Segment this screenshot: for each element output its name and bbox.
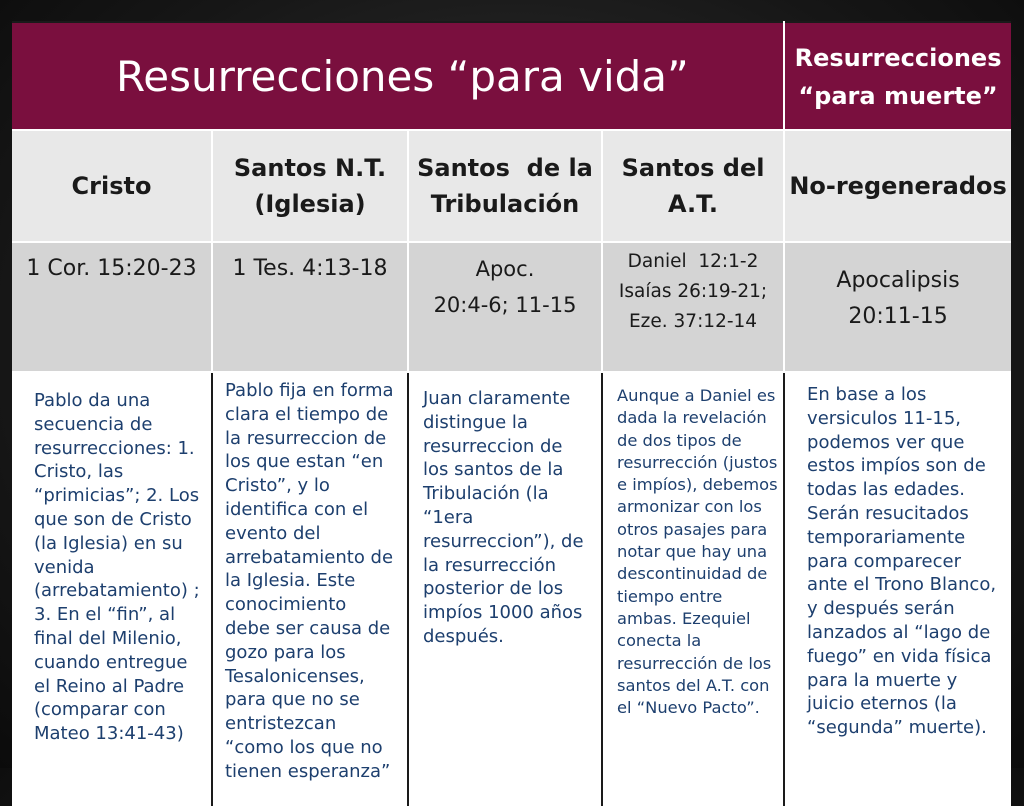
header-line: Santos N.T. [233, 154, 387, 182]
title-side-line2: “para muerte” [798, 82, 998, 110]
references-row [12, 242, 1011, 372]
resurrections-table [12, 21, 1011, 782]
note-cristo-cell [12, 372, 212, 806]
ref-no-regenerados [784, 242, 1011, 372]
note-cristo: Pablo da una secuencia de resurrecciones: 1. Cristo, las “primicias”; 2. Los que son de Cristo (la Iglesia) en su venida (arrebatamiento) ; 3. En el “fin”, al final del Milenio, cuando entregue el Reino al Padre (comparar con Mateo 13:41-43) [34, 390, 200, 745]
ref-line: Eze. 37:12-14 [628, 311, 758, 332]
title-para-muerte [784, 22, 1011, 130]
ref-line: Apoc. [475, 257, 535, 281]
ref-santos-tribulacion [408, 242, 602, 372]
ref-line: Daniel 12:1-2 [627, 251, 759, 272]
note-santos-nt-cell [212, 372, 408, 806]
title-side-line1: Resurrecciones [794, 44, 1002, 72]
header-no-regenerados [784, 130, 1011, 242]
header-cristo [12, 130, 212, 242]
note-no-regenerados: En base a los versiculos 11-15, podemos ver que estos impíos son de todas las edades. Serán resucitados temporariamente para comparecer ante el Trono Blanco, y después serán lanzados al “lago de fuego” en vida física para la muerte y juicio eternos (la “segunda” muerte). [807, 384, 997, 739]
ref-line: 1 Cor. 15:20-23 [26, 256, 197, 281]
header-line: A.T. [668, 190, 719, 218]
ref-line: 20:4-6; 11-15 [433, 293, 577, 317]
title-main: Resurrecciones “para vida” [116, 51, 689, 101]
ref-line: 1 Tes. 4:13-18 [232, 256, 388, 281]
note-santos-nt: Pablo fija en forma clara el tiempo de la resurreccion de los que estan “en Cristo”, y lo identifica con el evento del arrebatamiento de la Iglesia. Este conocimiento debe ser causa de gozo para los Tesalonicenses, para que no se entristezcan “como los que no tienen esperanza” [225, 380, 394, 782]
header-row [12, 130, 1011, 242]
ref-santos-at [602, 242, 784, 372]
ref-line: Isaías 26:19-21; [618, 281, 768, 302]
header-line: Cristo [71, 172, 152, 200]
ref-line: Apocalipsis [836, 268, 960, 293]
notes-row [12, 372, 1011, 806]
ref-santos-nt [212, 242, 408, 372]
ref-line: 20:11-15 [848, 304, 948, 329]
header-line: Santos del [621, 154, 765, 182]
note-no-regenerados-cell [784, 372, 1011, 806]
header-santos-nt [212, 130, 408, 242]
ref-cristo [12, 242, 212, 372]
header-santos-tribulacion [408, 130, 602, 242]
title-para-vida [12, 22, 784, 130]
note-santos-tribulacion: Juan claramente distingue la resurreccion de los santos de la Tribulación (la “1era resurreccion”), de la resurrección posterior de los impíos 1000 años después. [423, 388, 584, 647]
note-santos-at: Aunque a Daniel es dada la revelación de dos tipos de resurrección (justos e impíos), debemos armonizar con los otros pasajes para notar que hay una descontinuidad de tiempo entre ambas. Ezequiel conecta la resurrección de los santos del A.T. con el “Nuevo Pacto”. [617, 386, 778, 718]
header-santos-at [602, 130, 784, 242]
header-line: (Iglesia) [254, 190, 366, 218]
header-line: Santos de la [417, 154, 593, 182]
note-santos-tribulacion-cell [408, 372, 602, 806]
header-line: Tribulación [430, 190, 580, 218]
note-santos-at-cell [602, 372, 784, 806]
header-line: No-regenerados [789, 172, 1007, 200]
